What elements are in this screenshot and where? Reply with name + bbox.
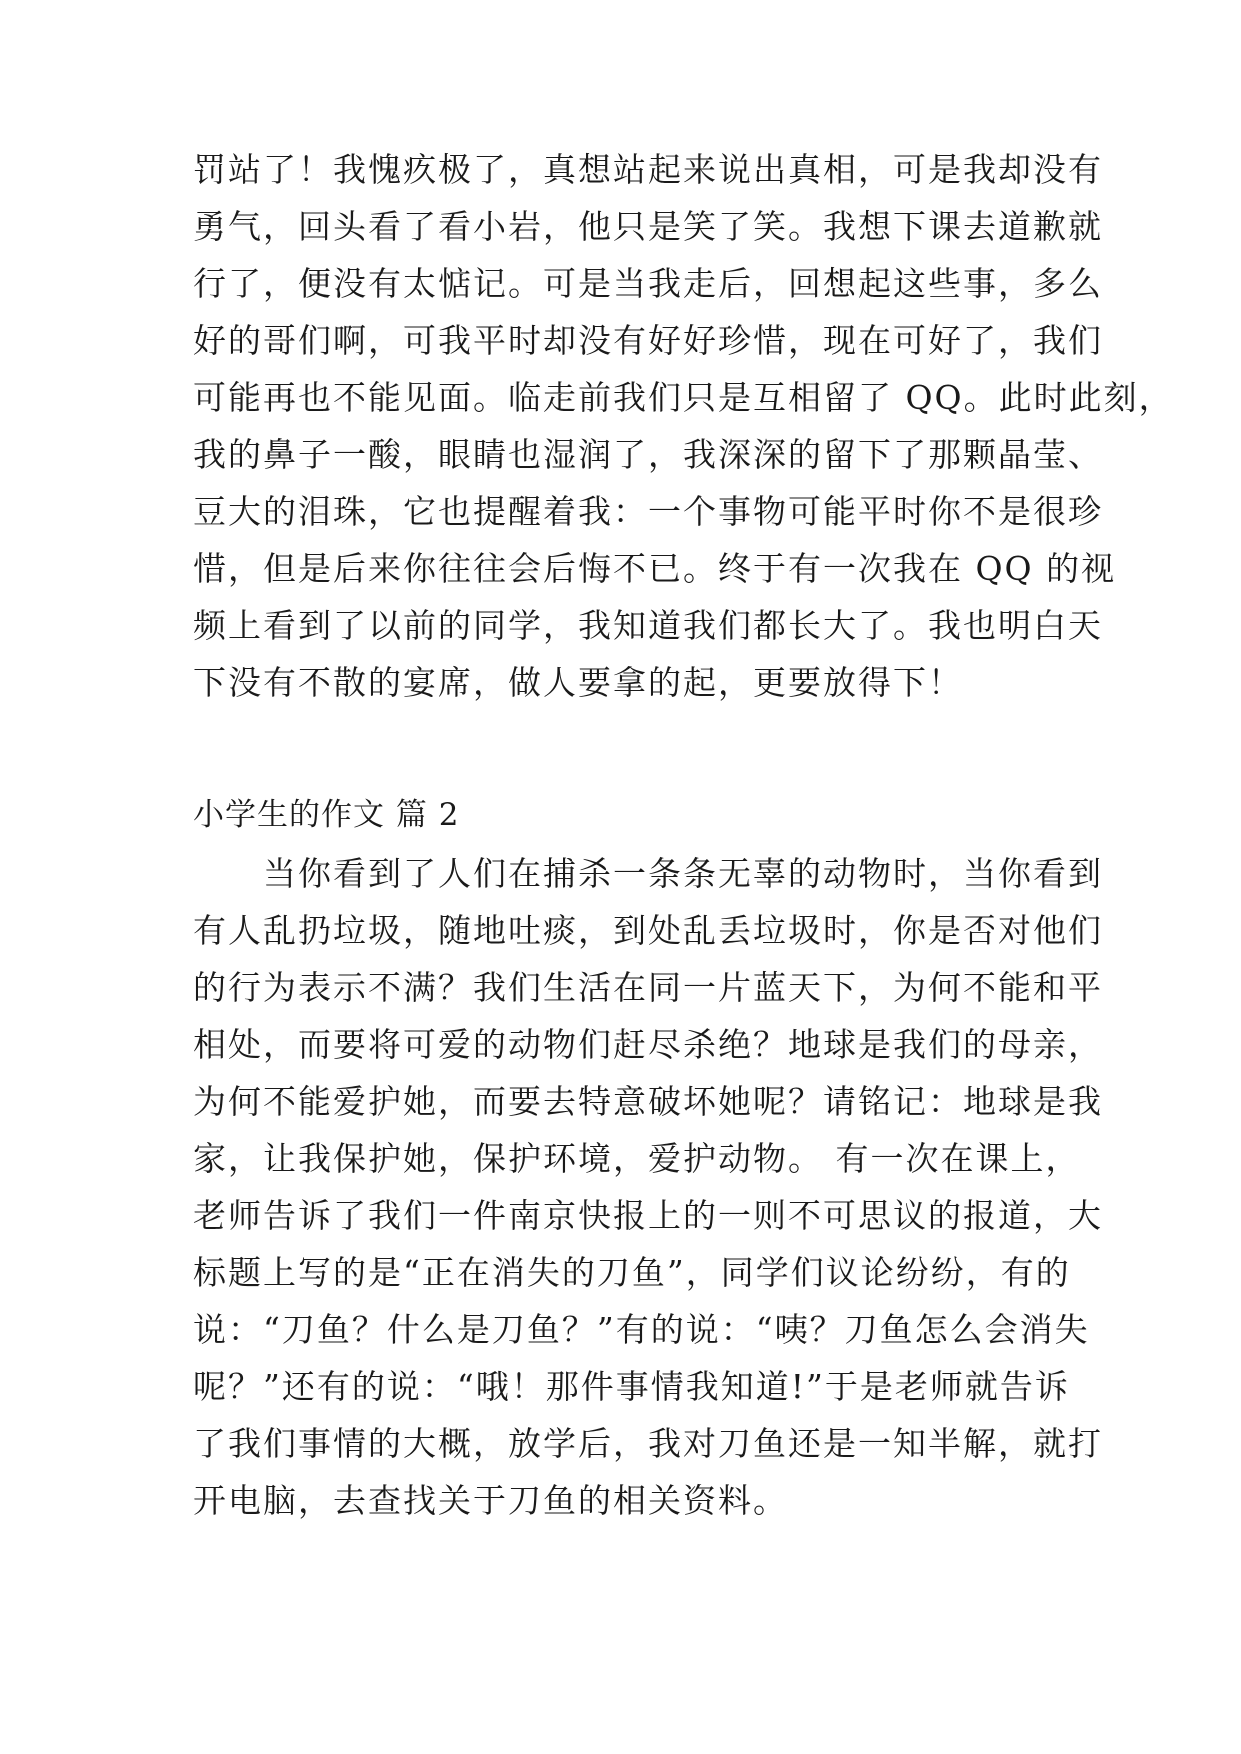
paragraph-line: 勇气，回头看了看小岩，他只是笑了笑。我想下课去道歉就 xyxy=(193,207,1103,246)
paragraph-line: 了我们事情的大概，放学后，我对刀鱼还是一知半解，就打 xyxy=(193,1424,1103,1463)
paragraph-line: 为何不能爱护她，而要去特意破坏她呢？请铭记：地球是我 xyxy=(193,1082,1103,1121)
paragraph-line: 当你看到了人们在捕杀一条条无辜的动物时，当你看到 xyxy=(193,854,1103,893)
paragraph-line: 罚站了！我愧疚极了，真想站起来说出真相，可是我却没有 xyxy=(193,150,1103,189)
paragraph-line: 呢？”还有的说：“哦！那件事情我知道!”于是老师就告诉 xyxy=(193,1367,1070,1406)
paragraph-line: 可能再也不能见面。临走前我们只是互相留了 QQ。此时此刻， xyxy=(193,378,1174,417)
paragraph-line: 家，让我保护她，保护环境，爱护动物。 有一次在课上， xyxy=(193,1139,1081,1178)
section-heading: 小学生的作文 篇 2 xyxy=(193,797,460,833)
paragraph-line: 行了，便没有太惦记。可是当我走后，回想起这些事，多么 xyxy=(193,264,1103,303)
paragraph-line: 说：“刀鱼？什么是刀鱼？”有的说：“咦？刀鱼怎么会消失 xyxy=(193,1310,1090,1349)
paragraph-line: 好的哥们啊，可我平时却没有好好珍惜，现在可好了，我们 xyxy=(193,321,1103,360)
paragraph-line: 我的鼻子一酸，眼睛也湿润了，我深深的留下了那颗晶莹、 xyxy=(193,435,1103,474)
paragraph-line: 相处，而要将可爱的动物们赶尽杀绝？地球是我们的母亲， xyxy=(193,1025,1103,1064)
paragraph-line: 有人乱扔垃圾，随地吐痰，到处乱丢垃圾时，你是否对他们 xyxy=(193,911,1103,950)
paragraph-line: 开电脑，去查找关于刀鱼的相关资料。 xyxy=(193,1481,788,1520)
paragraph-line: 频上看到了以前的同学，我知道我们都长大了。我也明白天 xyxy=(193,606,1103,645)
paragraph-line: 老师告诉了我们一件南京快报上的一则不可思议的报道，大 xyxy=(193,1196,1103,1235)
paragraph-line: 下没有不散的宴席，做人要拿的起，更要放得下！ xyxy=(193,663,963,702)
paragraph-line: 豆大的泪珠，它也提醒着我：一个事物可能平时你不是很珍 xyxy=(193,492,1103,531)
paragraph-line: 标题上写的是“正在消失的刀鱼”，同学们议论纷纷，有的 xyxy=(193,1253,1071,1292)
paragraph-line: 的行为表示不满？我们生活在同一片蓝天下，为何不能和平 xyxy=(193,968,1103,1007)
paragraph-line: 惜，但是后来你往往会后悔不已。终于有一次我在 QQ 的视 xyxy=(193,549,1117,588)
